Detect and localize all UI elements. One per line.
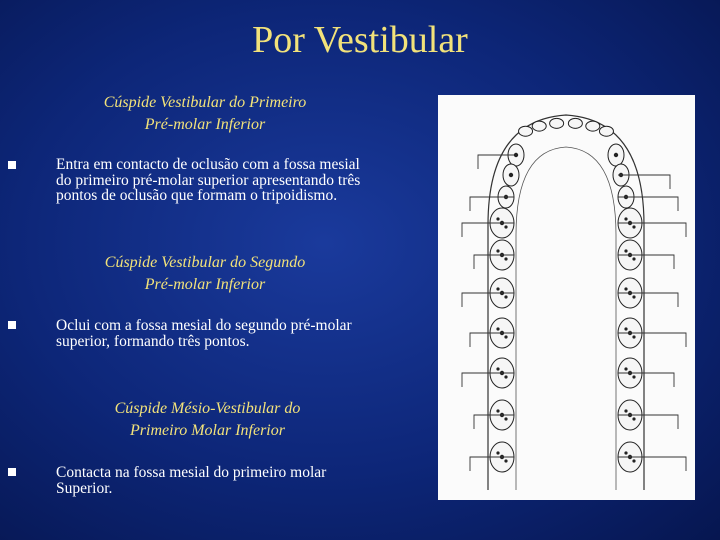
section-1-heading <box>60 92 350 136</box>
section-1-heading-line-1: Cúspide Vestibular do Primeiro <box>103 94 307 111</box>
bullet-2-icon <box>8 321 16 329</box>
section-1-text: Entra em contacto de oclusão com a fossa mesial do primeiro pré-molar superior apresentando três pontos de oclusão que formam o tripoidismo. <box>56 156 361 204</box>
section-2-heading <box>60 252 350 296</box>
section-3-heading-line-1: Cúspide Mésio-Vestibular do <box>114 400 301 417</box>
slide-title: Por Vestibular <box>252 19 468 61</box>
section-2-heading-line-1: Cúspide Vestibular do Segundo <box>104 254 306 271</box>
bullet-1-icon <box>8 161 16 169</box>
section-3-heading <box>60 398 355 442</box>
bullet-3-icon <box>8 468 16 476</box>
dental-arch-occlusion-diagram-icon <box>438 95 695 500</box>
dental-arch-figure <box>438 95 695 500</box>
section-1-heading-line-2: Pré-molar Inferior <box>144 116 266 133</box>
section-3-heading-line-2: Primeiro Molar Inferior <box>130 422 285 439</box>
section-3-text: Contacta na fossa mesial do primeiro molar Superior. <box>56 464 327 497</box>
section-2-text: Oclui com a fossa mesial do segundo pré-molar superior, formando três pontos. <box>56 317 352 350</box>
section-2-heading-line-2: Pré-molar Inferior <box>144 276 266 293</box>
